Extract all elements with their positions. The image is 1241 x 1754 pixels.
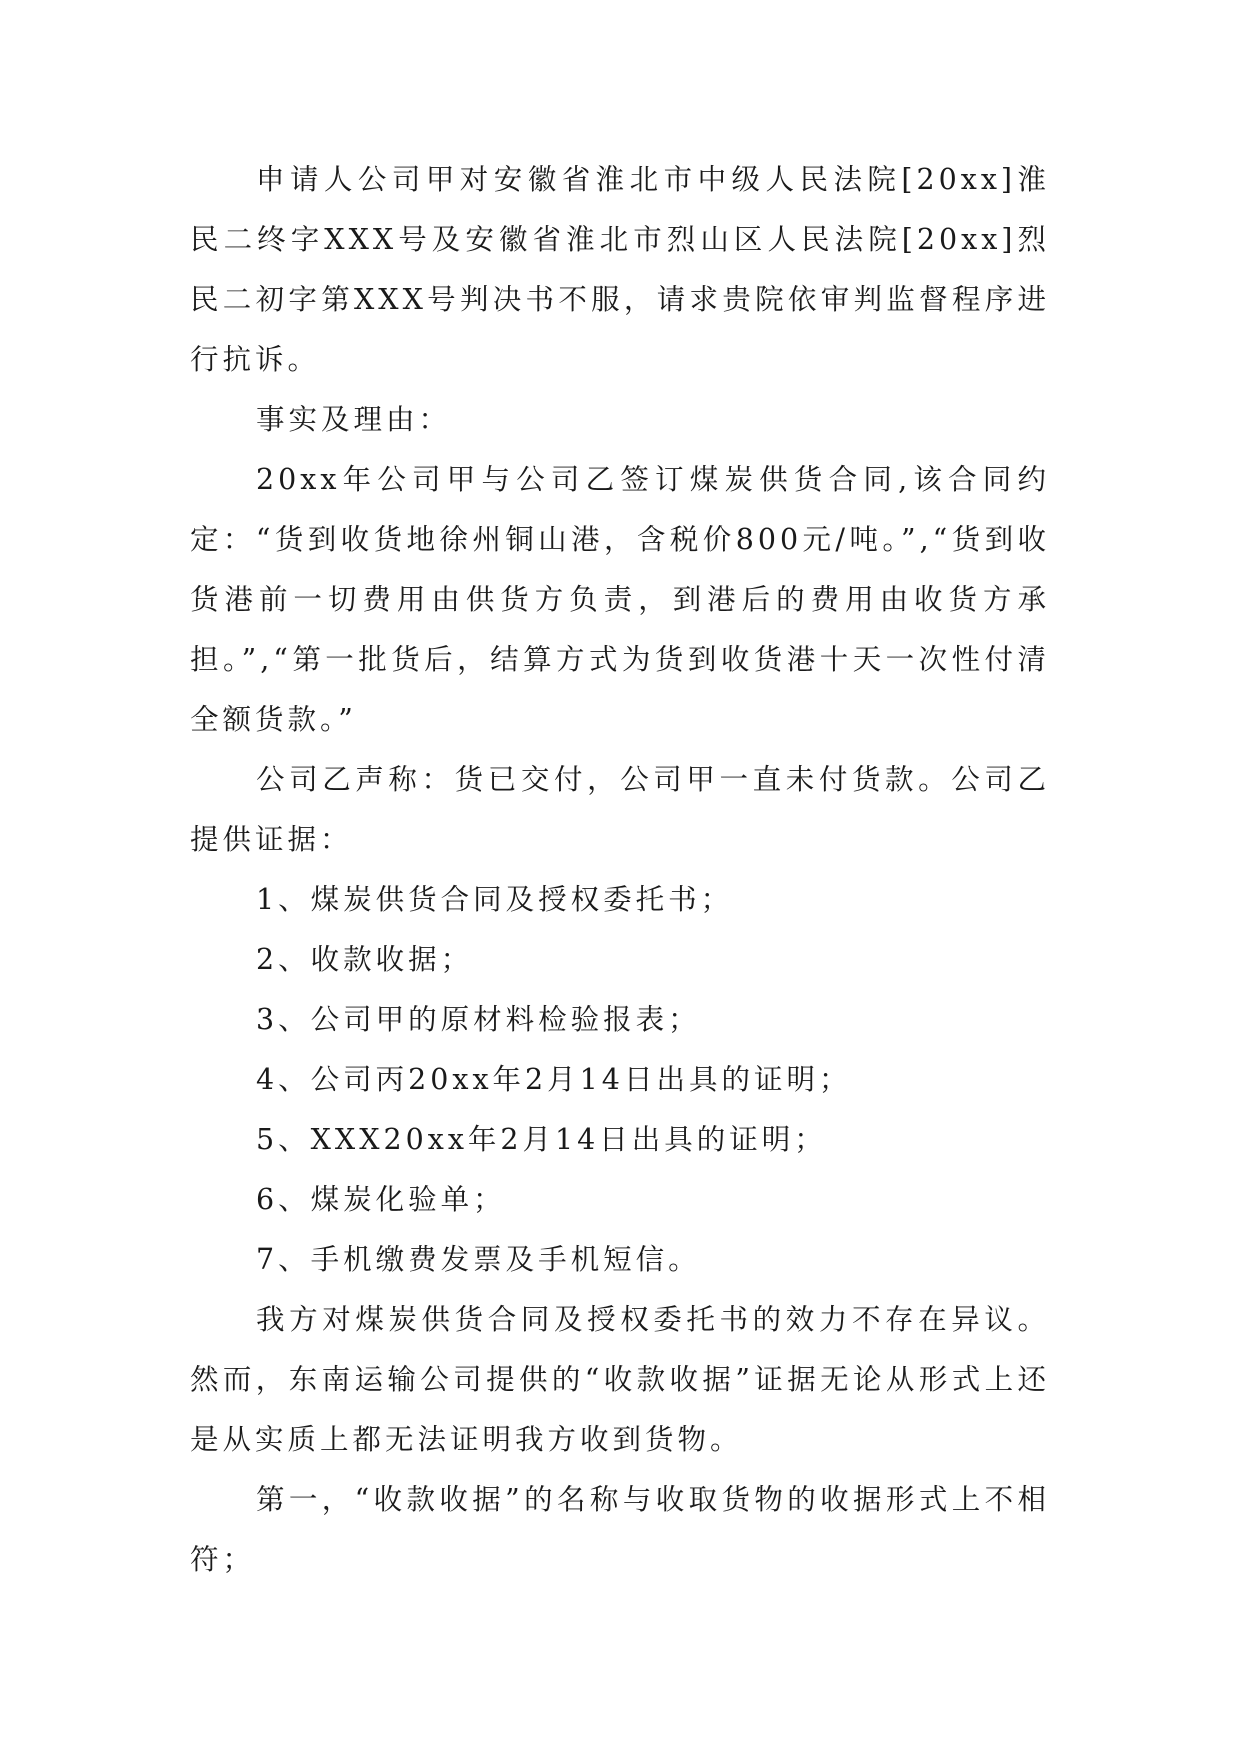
evidence-item-5: 5、XXX20xx年2月14日出具的证明； bbox=[256, 1123, 827, 1156]
document-page bbox=[190, 150, 1050, 1590]
paragraph-petition: 申请人公司甲对安徽省淮北市中级人民法院[20xx]淮民二终字XXX号及安徽省淮北市烈山区人民法院[20xx]烈民二初字第XXX号判决书不服，请求贵院依审判监督程序进行抗诉。 bbox=[190, 163, 1050, 376]
evidence-item-6: 6、煤炭化验单； bbox=[256, 1183, 506, 1216]
evidence-item-2: 2、收款收据； bbox=[256, 943, 474, 976]
paragraph-first-point: 第一，“收款收据”的名称与收取货物的收据形式上不相符； bbox=[190, 1483, 1050, 1576]
evidence-item-7: 7、手机缴费发票及手机短信。 bbox=[256, 1243, 701, 1276]
evidence-item-3: 3、公司甲的原材料检验报表； bbox=[256, 1003, 701, 1036]
paragraph-objection: 我方对煤炭供货合同及授权委托书的效力不存在异议。然而，东南运输公司提供的“收款收据”证据无论从形式上还是从实质上都无法证明我方收到货物。 bbox=[190, 1303, 1050, 1456]
paragraph-contract: 20xx年公司甲与公司乙签订煤炭供货合同,该合同约定：“货到收货地徐州铜山港，含税价800元/吨。”,“货到收货港前一切费用由供货方负责，到港后的费用由收货方承担。”,“第一批货后，结算方式为货到收货港十天一次性付清全额货款。” bbox=[190, 463, 1050, 736]
evidence-item-4: 4、公司丙20xx年2月14日出具的证明； bbox=[256, 1063, 852, 1096]
paragraph-facts-heading: 事实及理由： bbox=[256, 403, 452, 436]
evidence-item-1: 1、煤炭供货合同及授权委托书； bbox=[256, 883, 734, 916]
paragraph-claim: 公司乙声称：货已交付，公司甲一直未付货款。公司乙提供证据： bbox=[190, 763, 1050, 856]
